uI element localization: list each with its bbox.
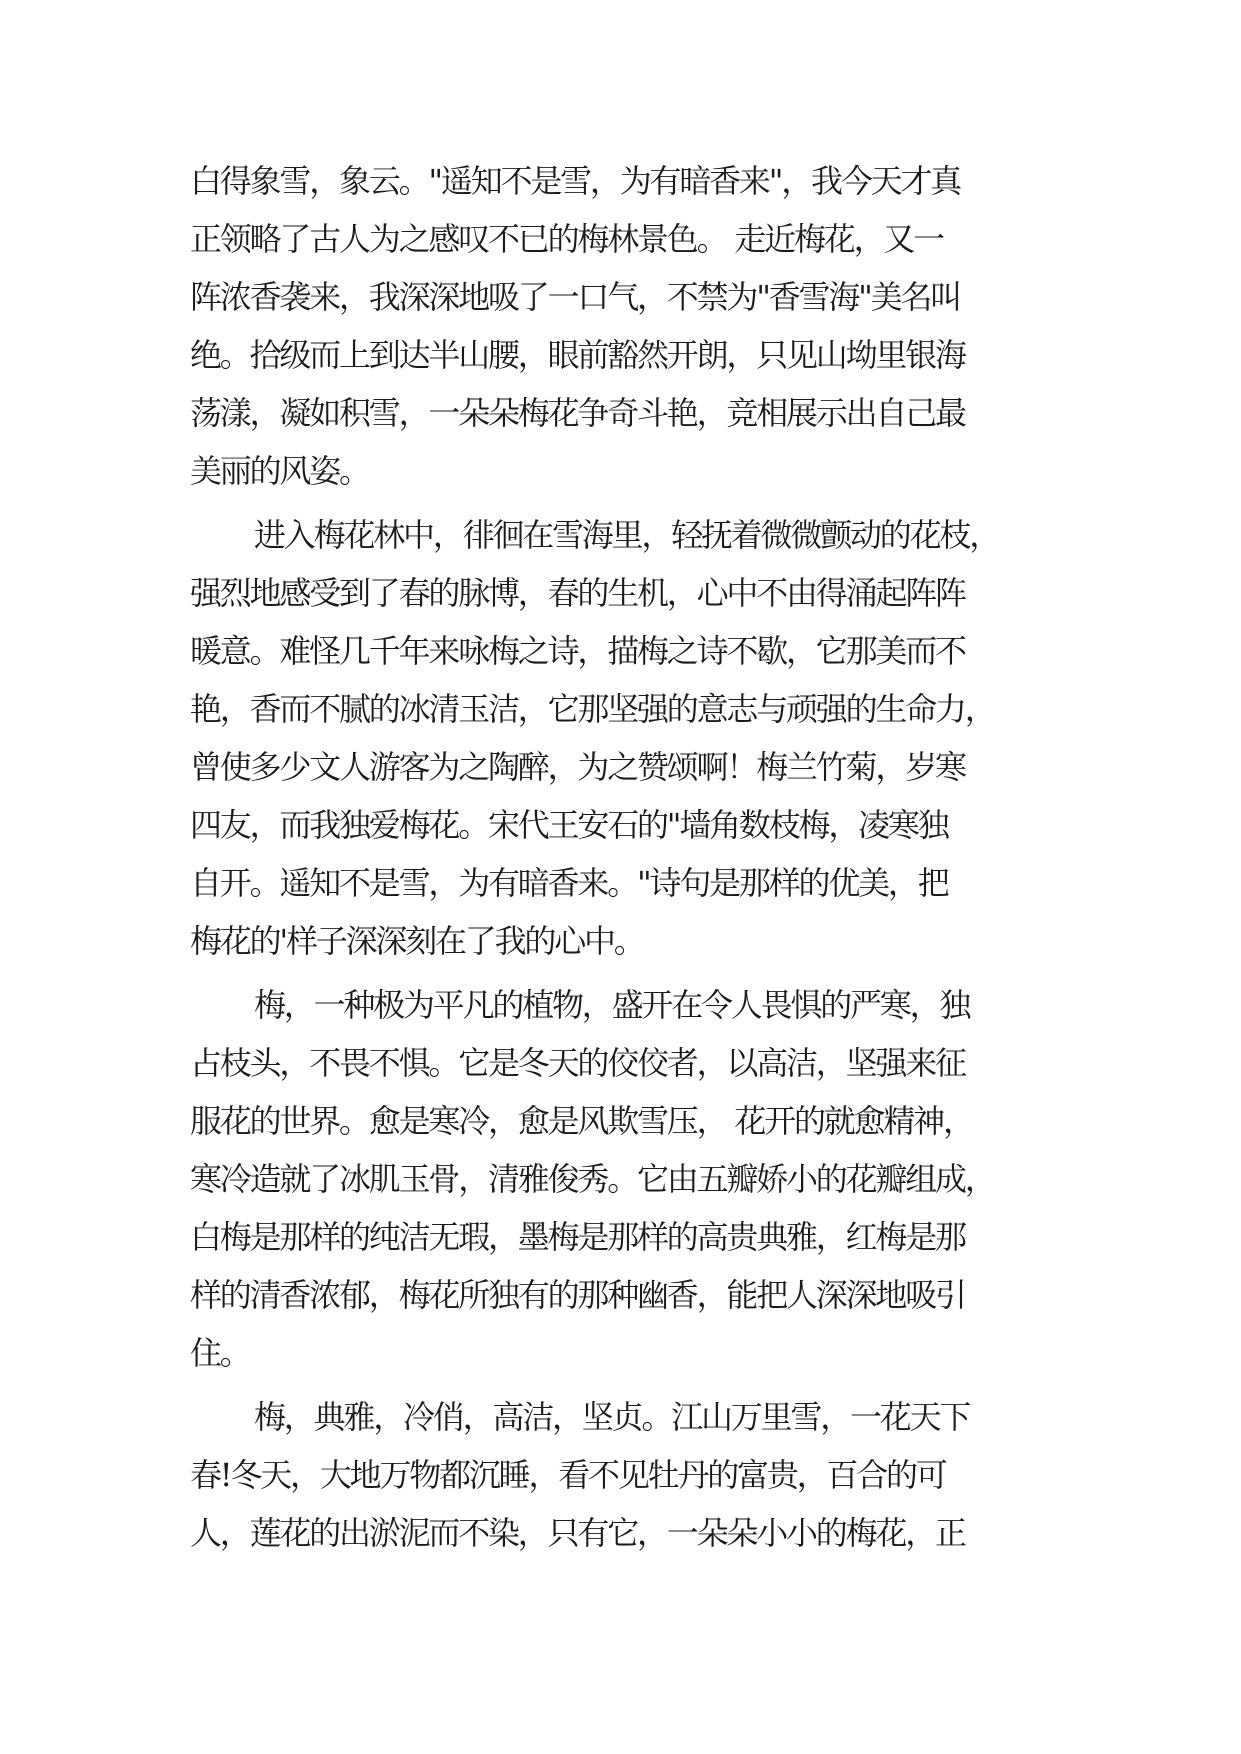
text-line: 白得象雪，象云。"遥知不是雪，为有暗香来"，我今天才真 [190,162,961,200]
text-line: 强烈地感受到了春的脉博，春的生机，心中不由得涌起阵阵 [190,574,965,612]
text-line: 服花的世界。愈是寒冷，愈是风欺雪压， 花开的就愈精神， [190,1102,973,1140]
text-line: 春!冬天，大地万物都沉睡，看不见牡丹的富贵，百合的可 [190,1456,946,1494]
text-line: 梅花的'样子深深刻在了我的心中。 [190,922,644,960]
text-line: 正领略了古人为之感叹不已的梅林景色。 走近梅花，又一 [190,220,943,258]
text-line: 艳，香而不腻的冰清玉洁，它那坚强的意志与顽强的生命力， [190,690,995,728]
text-line: 曾使多少文人游客为之陶醉，为之赞颂啊！梅兰竹菊，岁寒 [190,748,965,786]
document-body [190,152,1080,1562]
text-line: 进入梅花林中，徘徊在雪海里，轻抚着微微颤动的花枝， [254,516,1000,554]
paragraph-3 [190,976,1080,1382]
text-line: 暖意。难怪几千年来咏梅之诗，描梅之诗不歇，它那美而不 [190,632,965,670]
text-line: 美丽的风姿。 [190,452,369,490]
text-line: 梅，典雅，冷俏，高洁，坚贞。江山万里雪，一花天下 [254,1398,970,1436]
text-line: 白梅是那样的纯洁无瑕，墨梅是那样的高贵典雅，红梅是那 [190,1218,965,1256]
text-line: 寒冷造就了冰肌玉骨，清雅俊秀。它由五瓣娇小的花瓣组成， [190,1160,995,1198]
paragraph-2 [190,506,1080,970]
text-line: 人，莲花的出淤泥而不染，只有它，一朵朵小小的梅花，正 [190,1514,965,1552]
text-line: 占枝头，不畏不惧。它是冬天的佼佼者，以高洁，坚强来征 [190,1044,965,1082]
text-line: 样的清香浓郁，梅花所独有的那种幽香，能把人深深地吸引 [190,1276,965,1314]
text-line: 荡漾，凝如积雪，一朵朵梅花争奇斗艳，竞相展示出自己最 [190,394,965,432]
text-line: 住。 [190,1334,250,1372]
paragraph-4 [190,1388,1080,1562]
text-line: 四友，而我独爱梅花。宋代王安石的"墙角数枝梅，凌寒独 [190,806,948,844]
text-line: 阵浓香袭来，我深深地吸了一口气，不禁为"香雪海"美名叫 [190,278,961,316]
paragraph-1 [190,152,1080,500]
text-line: 绝。拾级而上到达半山腰，眼前豁然开朗，只见山坳里银海 [190,336,965,374]
text-line: 梅，一种极为平凡的植物，盛开在令人畏惧的严寒，独 [254,986,970,1024]
text-line: 自开。遥知不是雪，为有暗香来。"诗句是那样的优美，把 [190,864,948,902]
